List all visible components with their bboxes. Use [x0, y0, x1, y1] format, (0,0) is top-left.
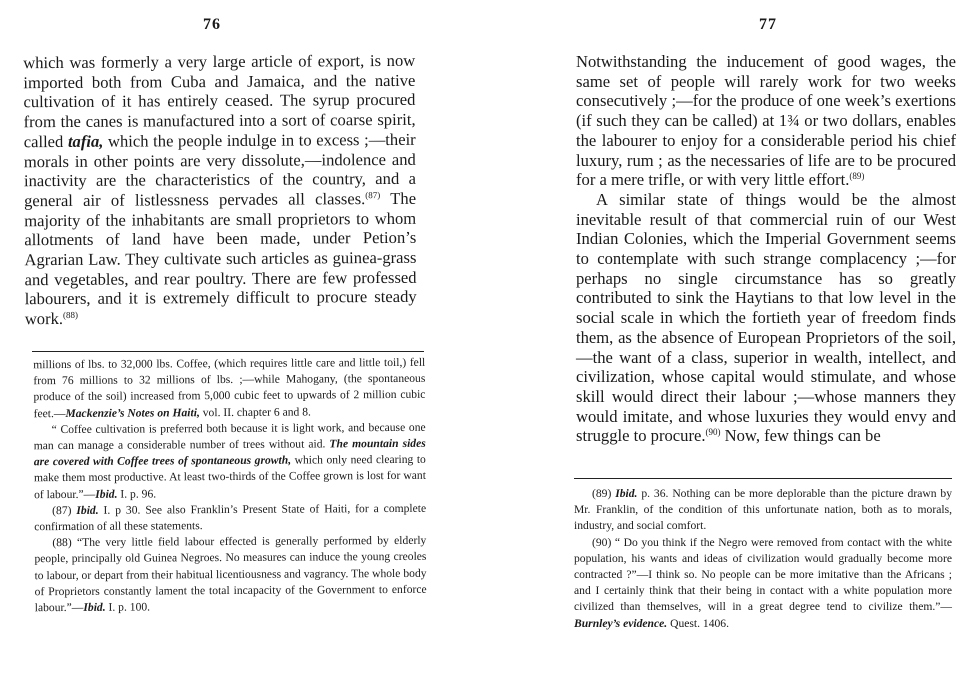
footnote-87 [34, 501, 426, 536]
footnote [34, 420, 426, 503]
text-run: I. p 30. See also Franklin’s Present State of Haiti, for a complete confirmation of all these statements. [34, 501, 427, 534]
text-run: Quest. 1406. [667, 616, 730, 630]
text-run: millions of lbs. to 32,000 lbs. Coffee, (which requires little care and little toil,) fell from 76 millions to 32 millions of lbs. ;—while Mahogany, (the spontaneous produce of the soil) increased from 5,000 cubic feet to upwards of 2 million cubic feet.— [33, 355, 426, 420]
text-run: vol. II. chapter 6 and 8. [199, 405, 311, 419]
text-run: (87) [52, 503, 77, 517]
left-footnotes [33, 355, 427, 617]
text-run: A similar state of things would be the almost inevitable result of that commercial ruin of our West Indian Colonies, which the Imperial Government seems to contemplate with such strange complacency ;—for perhaps no single circumstance has so greatly contributed to sink the Haytians to that low level in the social scale in which the fortieth year of freedom finds them, as the absence of European Proprietors of the soil,—the want of a class, superior in wealth, intellect, and civilization, whose capital would stimulate, and whose skill would direct their labour ;—whose manners they would imitate, and whose luxuries they would envy and struggle to procure. [576, 189, 956, 446]
italic-term: tafia, [67, 131, 104, 151]
text-run: (88) “The very little field labour effected is generally performed by elderly people, principally old Guinea Negroes. No measures can induce the young creoles to labour, or depart from their habitual licentiousness and vagrancy. The whole body of Proprietors constantly lament the total incapacity of the Government to enforce labour.”— [34, 534, 427, 615]
text-run: I. p. 100. [105, 600, 151, 614]
text-run: Notwithstanding the inducement of good wages, the same set of people will rarely work for two weeks consecutively ;—for the produce of one week’s exertions (if such they can be called) at 1¾ or two dollars, enables the labourer to enjoy for a considerable period his chief luxury, rum ; as the necessaries of life are to be procured for a mere trifle, or with very little effort. [576, 52, 956, 190]
footnote [33, 355, 425, 422]
text-run: (89) [592, 487, 616, 500]
footnote-divider [574, 478, 952, 479]
footnote-88 [34, 533, 426, 616]
footnote-90 [574, 535, 952, 632]
italic-ibid: Ibid. [615, 487, 638, 500]
text-run: The majority of the inhabitants are small proprietors to whom allotments of land have been made, under Petion’s Agrarian Law. They cultivate such articles as guinea-grass and vegetables, and rear poultry. There are few professed labourers, and it is extremely difficult to procure steady work. [24, 188, 417, 329]
body-paragraph [23, 51, 417, 329]
left-body-text [23, 51, 417, 329]
text-run: “ Coffee cultivation is preferred both because it is light work, and because one man can manage a considerable number of trees without aid. [33, 420, 426, 453]
text-run: p. 36. Nothing can be more deplorable than the picture drawn by Mr. Franklin, of the condition of this unfortunate nation, both as to morals, industry, and social comfort. [574, 487, 952, 533]
text-run: which was formerly a very large article of export, is now imported both from Cuba and Jamaica, and the native cultivation of it has entirely ceased. The syrup procured from the canes is manufactured into a sort of coarse spirit, called [23, 50, 416, 152]
italic-ibid: Ibid. [83, 600, 106, 614]
right-body-text [576, 52, 956, 446]
right-footnotes [574, 486, 952, 632]
italic-emphasis: The mountain sides are covered with Coffee trees of spontaneous growth, [33, 436, 426, 469]
footnote-ref: (87) [365, 189, 381, 201]
body-paragraph [576, 190, 956, 446]
footnote-divider [32, 351, 424, 352]
text-run: I. p. 96. [117, 487, 157, 501]
page-number: 76 [203, 16, 221, 33]
text-run: which only need clearing to make them most productive. At least two-thirds of the Coffee grown is lost for want of labour.”— [33, 453, 426, 501]
text-run: (90) “ Do you think if the Negro were removed from contact with the white population, his wants and ideas of civilization would gradually become more contracted ?”—I think so. No people can be more imitative than the Africans ; and I certainly think that their being in contact with a white population more civilized than themselves, will in a great degree tend to civilize them.”— [574, 535, 952, 614]
footnote-ref: (89) [849, 171, 865, 182]
body-paragraph [576, 52, 956, 190]
page-number: 77 [759, 16, 777, 33]
italic-source: Burnley’s evidence. [574, 616, 668, 630]
text-run: Now, few things can be [720, 426, 881, 446]
italic-ibid: Ibid. [76, 503, 99, 517]
footnote-ref: (90) [705, 427, 721, 438]
text-run: which the people indulge in to excess ;—their morals in other points are very dissolute,—indolence and inactivity are the characteristics of the country, and a general air of listlessness pervades all classes. [23, 129, 416, 211]
italic-ibid: Ibid. [95, 487, 118, 501]
footnote-89 [574, 486, 952, 535]
footnote-ref: (88) [62, 310, 79, 321]
italic-source: Mackenzie’s Notes on Haiti, [65, 405, 200, 420]
